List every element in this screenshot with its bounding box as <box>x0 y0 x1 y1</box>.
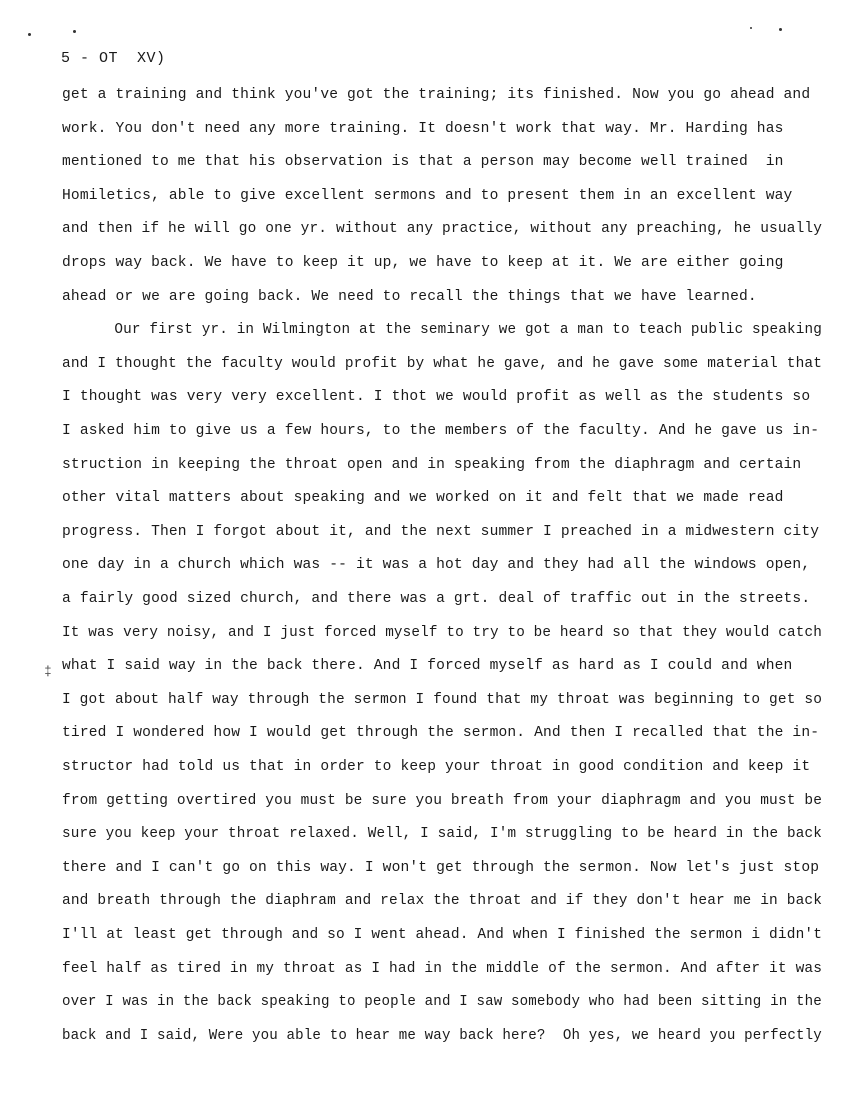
ink-speck <box>73 30 76 33</box>
text-line: tired I wondered how I would get through the sermon. And then I recalled that the in- <box>62 725 820 741</box>
text-line: and breath through the diaphram and relax the throat and if they don't hear me in back <box>62 893 823 909</box>
text-line: It was very noisy, and I just forced myself to try to be heard so that they would catch <box>62 625 822 641</box>
text-line: and I thought the faculty would profit by what he gave, and he gave some material that <box>62 356 823 372</box>
text-line: Homiletics, able to give excellent sermons and to present them in an excellent way <box>62 188 793 204</box>
text-line: other vital matters about speaking and we worked on it and felt that we made read <box>62 490 784 506</box>
text-line: mentioned to me that his observation is that a person may become well trained in <box>62 154 784 170</box>
page-header: 5 - OT XV) <box>61 50 166 67</box>
text-line: there and I can't go on this way. I won't get through the sermon. Now let's just stop <box>62 860 820 876</box>
text-line: get a training and think you've got the training; its finished. Now you go ahead and <box>62 87 811 103</box>
text-line: feel half as tired in my throat as I had in the middle of the sermon. And after it was <box>62 961 823 977</box>
text-line: a fairly good sized church, and there was a grt. deal of traffic out in the streets. <box>62 591 811 607</box>
text-line: I got about half way through the sermon I found that my throat was beginning to get so <box>62 692 823 708</box>
text-line: and then if he will go one yr. without any practice, without any preaching, he usually <box>62 221 823 237</box>
text-line: ahead or we are going back. We need to recall the things that we have learned. <box>62 289 757 305</box>
text-line: sure you keep your throat relaxed. Well, I said, I'm struggling to be heard in the back <box>62 826 822 842</box>
text-line: progress. Then I forgot about it, and the next summer I preached in a midwestern city <box>62 524 820 540</box>
text-line: drops way back. We have to keep it up, we have to keep at it. We are either going <box>62 255 784 271</box>
text-line: from getting overtired you must be sure you breath from your diaphragm and you must be <box>62 793 823 809</box>
margin-mark: ‡ <box>44 664 52 679</box>
ink-speck <box>750 27 752 29</box>
text-line: struction in keeping the throat open and in speaking from the diaphragm and certain <box>62 457 802 473</box>
text-line: over I was in the back speaking to people and I saw somebody who had been sitting in the <box>62 994 822 1010</box>
text-line: one day in a church which was -- it was a hot day and they had all the windows open, <box>62 557 811 573</box>
ink-speck <box>779 28 782 31</box>
text-line: I thought was very very excellent. I thot we would profit as well as the students so <box>62 389 811 405</box>
ink-speck <box>28 33 31 36</box>
text-line: Our first yr. in Wilmington at the seminary we got a man to teach public speaking <box>62 322 822 338</box>
text-line: what I said way in the back there. And I forced myself as hard as I could and when <box>62 658 793 674</box>
text-line: structor had told us that in order to keep your throat in good condition and keep it <box>62 759 811 775</box>
text-line: I asked him to give us a few hours, to the members of the faculty. And he gave us in- <box>62 423 820 439</box>
text-line: work. You don't need any more training. It doesn't work that way. Mr. Harding has <box>62 121 784 137</box>
text-line: back and I said, Were you able to hear me way back here? Oh yes, we heard you perfectly <box>62 1028 822 1044</box>
text-line: I'll at least get through and so I went ahead. And when I finished the sermon i didn't <box>62 927 823 943</box>
